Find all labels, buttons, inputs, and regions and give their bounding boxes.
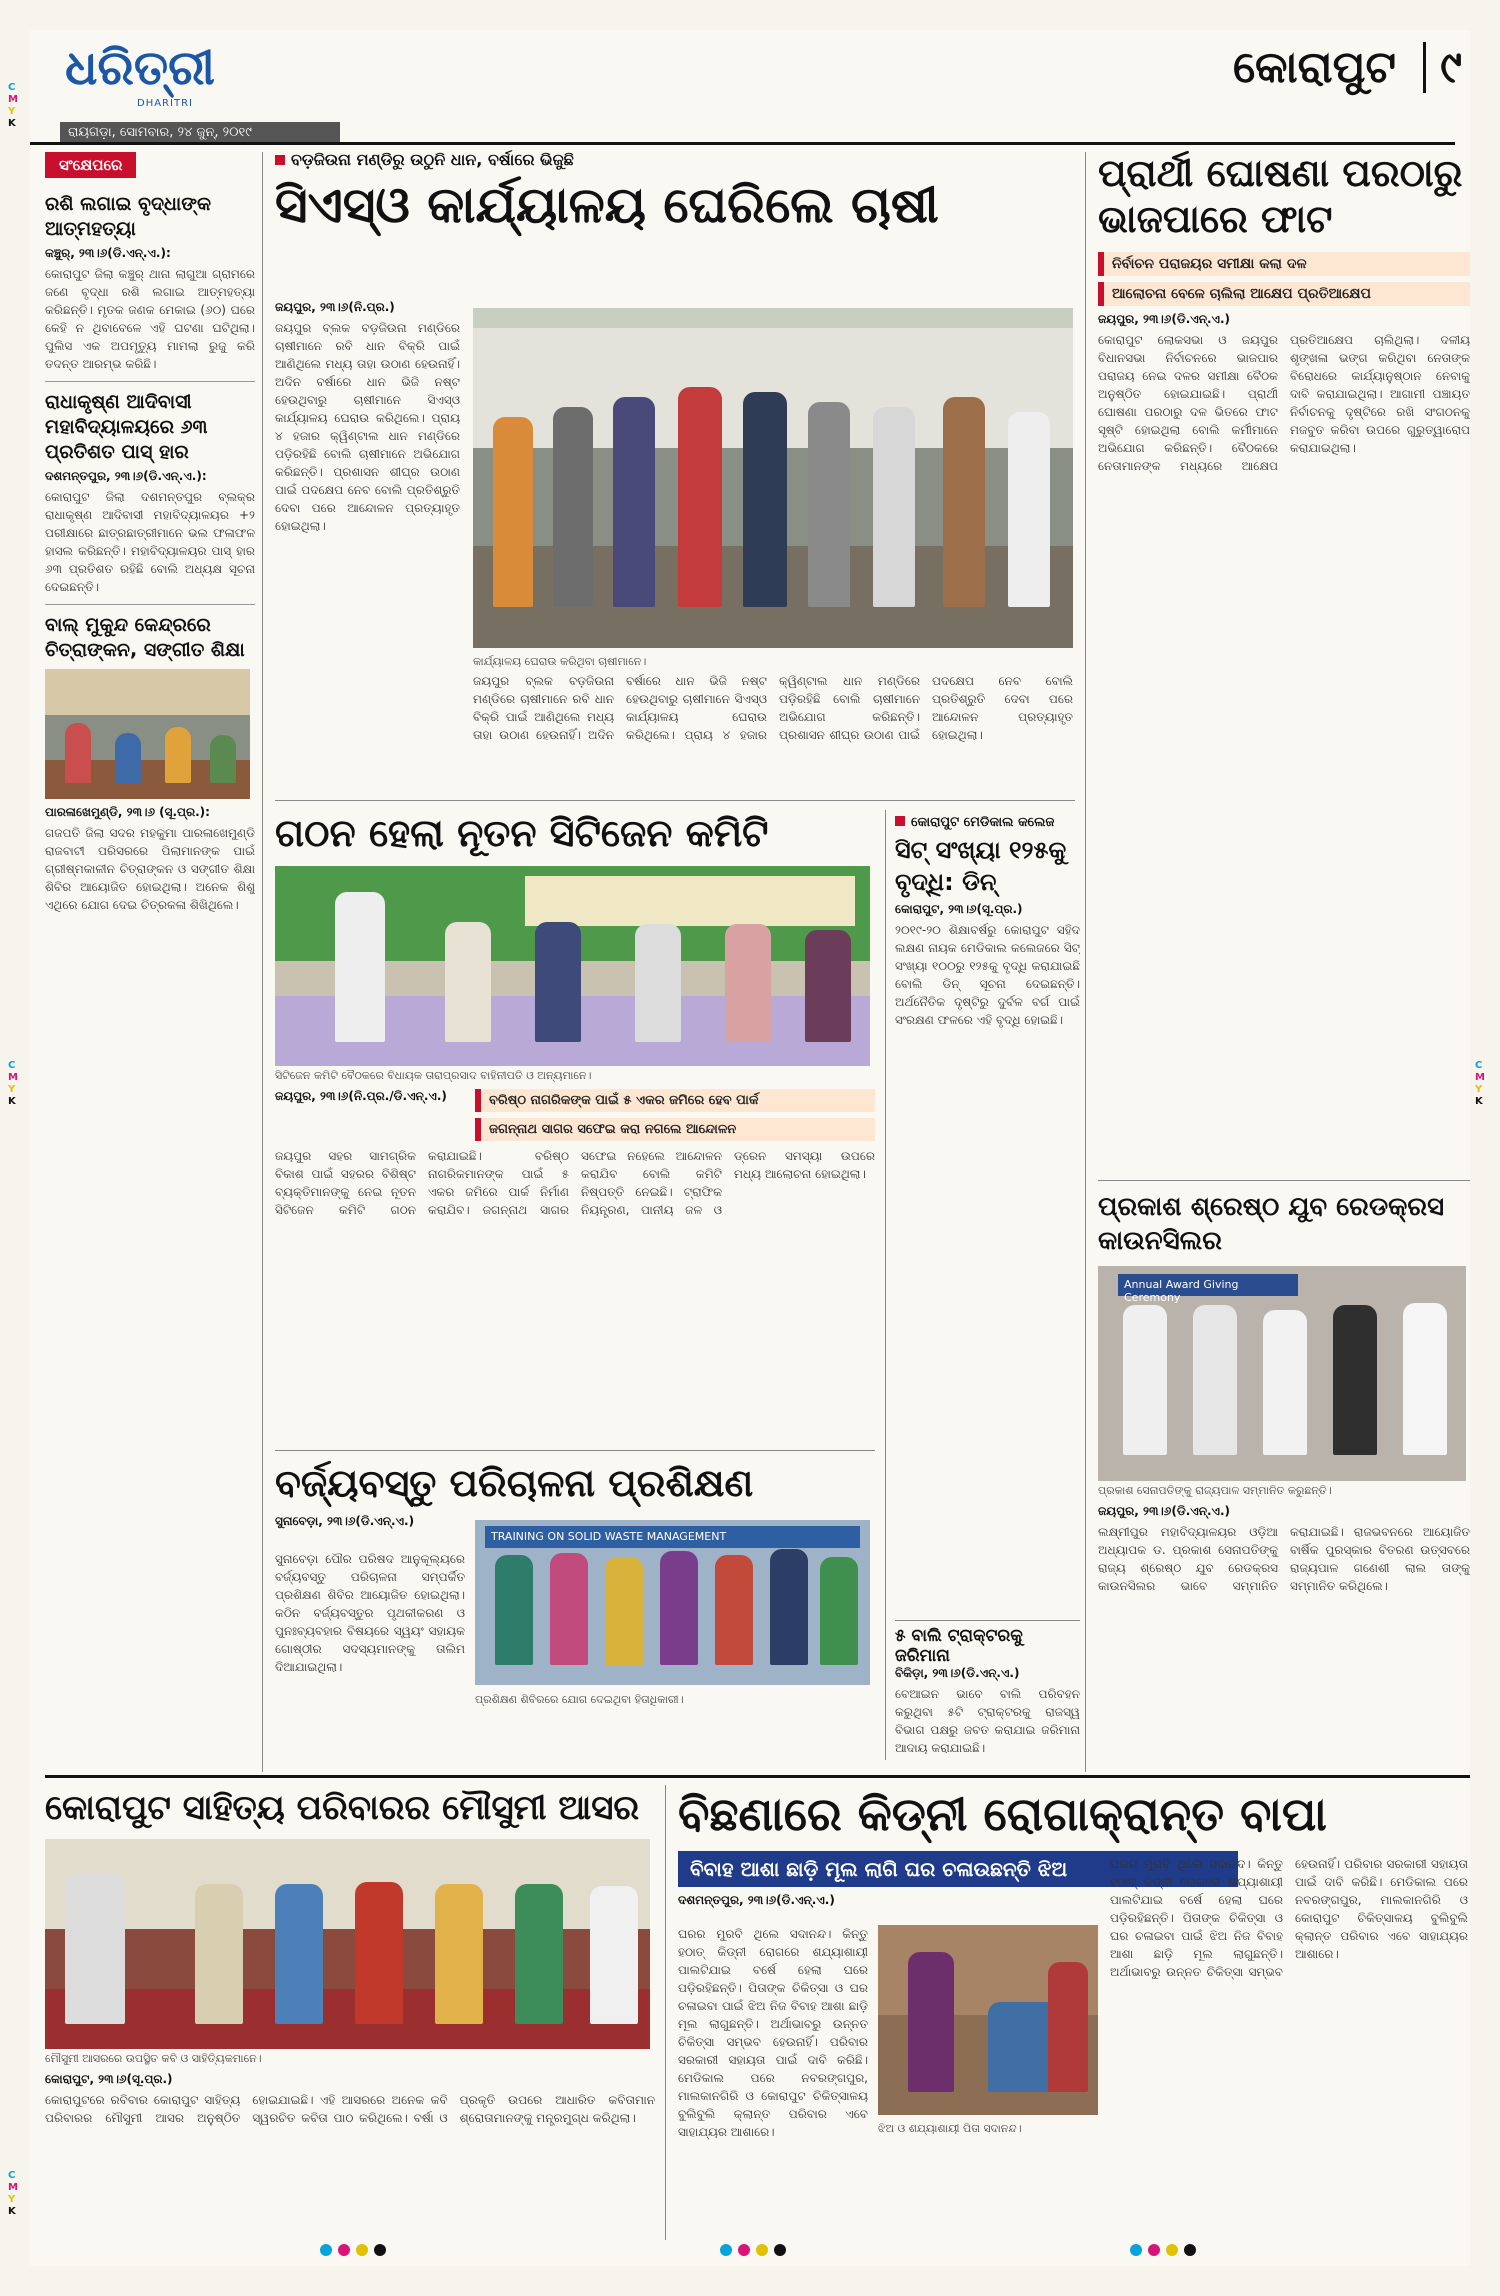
literary-headline: କୋରାପୁଟ ସାହିତ୍ୟ ପରିବାରର ମୌସୁମୀ ଆସର bbox=[45, 1788, 640, 1828]
masthead-rule bbox=[30, 142, 1455, 145]
logo-subtitle: DHARITRI bbox=[137, 98, 193, 109]
citizen-subheads bbox=[275, 1089, 875, 1147]
redcross-caption: ପ୍ରକାଶ ସେନାପତିଙ୍କୁ ରାଜ୍ୟପାଳ ସମ୍ମାନିତ କରୁଛନ୍ତି। bbox=[1098, 1484, 1332, 1497]
lead-caption: କାର୍ଯ୍ୟାଳୟ ଘେରାଉ କରିଥିବା ଚାଷୀମାନେ। bbox=[473, 655, 647, 668]
trucks-byline: ବିକିଡ଼ା, ୨୩।୬(ଡି.ଏନ୍.ଏ.) bbox=[895, 1666, 1020, 1680]
citizen-committee-story bbox=[275, 810, 875, 1440]
lead-story bbox=[275, 150, 1075, 790]
bullet-icon bbox=[275, 155, 285, 165]
column-rule bbox=[1085, 152, 1086, 1772]
waste-byline: ସୁନାବେଡ଼ା, ୨୩।୬(ଡି.ଏନ୍.ଏ.) bbox=[275, 1514, 415, 1528]
literary-text: କୋରାପୁଟରେ ରବିବାର କୋରାପୁଟ ସାହିତ୍ୟ ପରିବାରର ମୌସୁମୀ ଆସର ଅନୁଷ୍ଠିତ ହୋଇଯାଇଛି। ଏହି ଆସରରେ ଅନେକ କବି ସ୍ୱରଚିତ କବିତା ପାଠ କରିଥିଲେ। ବର୍ଷା ଓ ପ୍ରକୃତି ଉପରେ ଆଧାରିତ କବିତାମାନ ଶ୍ରୋତାମାନଙ୍କୁ ମନ୍ତ୍ରମୁଗ୍ଧ କରିଥିଲା। bbox=[45, 2093, 655, 2125]
citizen-headline: ଗଠନ ହେଲା ନୂତନ ସିଟିଜେନ କମିଟି bbox=[275, 811, 769, 855]
masthead bbox=[45, 36, 1470, 144]
redcross-story bbox=[1098, 1190, 1470, 1770]
waste-training-photo bbox=[475, 1520, 870, 1685]
citizen-committee-photo bbox=[275, 866, 870, 1066]
brief-title: ରଶି ଲଗାଇ ବୃଦ୍ଧାଙ୍କ ଆତ୍ମହତ୍ୟା bbox=[45, 193, 212, 240]
redcross-byline: ଜୟପୁର, ୨୩।୬(ଡି.ଏନ୍.ଏ.) bbox=[1098, 1504, 1231, 1518]
briefs-header: ସଂକ୍ଷେପରେ bbox=[45, 152, 136, 178]
ceremony-banner: Annual Award Giving Ceremony bbox=[1118, 1274, 1298, 1296]
print-registration-strip bbox=[30, 2236, 1470, 2266]
medical-kicker: କୋରାପୁଟ ମେଡିକାଲ କଲେଜ bbox=[895, 815, 1080, 830]
citizen-subhead: ଜଗନ୍ନାଥ ସାଗର ସଫେଇ କରା ନଗଲେ ଆନ୍ଦୋଳନ bbox=[475, 1118, 875, 1141]
bullet-icon bbox=[895, 816, 905, 826]
brief-item bbox=[45, 192, 255, 373]
newspaper-page bbox=[8, 30, 1485, 2266]
section-title: କୋରାପୁଟ bbox=[1233, 42, 1396, 93]
bjp-story bbox=[1098, 150, 1470, 1160]
column-rule bbox=[665, 1785, 666, 2240]
registration-dots bbox=[1130, 2244, 1196, 2256]
section-rule bbox=[895, 1620, 1080, 1621]
citizen-text: ଜୟପୁର ସହର ସାମଗ୍ରିକ ବିକାଶ ପାଇଁ ସହରର ବିଶିଷ୍ଟ ବ୍ୟକ୍ତିମାନଙ୍କୁ ନେଇ ନୂତନ ସିଟିଜେନ କମିଟି ଗଠନ କରାଯାଇଛି। ବରିଷ୍ଠ ନାଗରିକମାନଙ୍କ ପାଇଁ ୫ ଏକର ଜମିରେ ପାର୍କ ନିର୍ମାଣ କରାଯିବ। ଜଗନ୍ନାଥ ସାଗର ସଫେଇ ନହେଲେ ଆନ୍ଦୋଳନ କରାଯିବ ବୋଲି କମିଟି ନିଷ୍ପତ୍ତି ନେଇଛି। ଟ୍ରାଫିକ ନିୟନ୍ତ୍ରଣ, ପାନୀୟ ଜଳ ଓ ଡ୍ରେନ ସମସ୍ୟା ଉପରେ ମଧ୍ୟ ଆଲୋଚନା ହୋଇଥିଲା। bbox=[275, 1149, 875, 1217]
kidney-caption: ଝିଅ ଓ ଶଯ୍ୟାଶାୟୀ ପିତା ସଦାନନ୍ଦ। bbox=[878, 2122, 1022, 2135]
brief-byline: ପାରଳାଖେମୁଣ୍ଡି, ୨୩।୬ (ସୂ.ପ୍ର.): bbox=[45, 805, 210, 819]
brief-byline: ଦଶମନ୍ତପୁର, ୨୩।୬(ଡି.ଏନ୍.ଏ.): bbox=[45, 469, 207, 483]
section-rule bbox=[1098, 1180, 1470, 1181]
trucks-story bbox=[895, 1626, 1080, 1766]
registration-dots bbox=[720, 2244, 786, 2256]
citizen-subhead: ବରିଷ୍ଠ ନାଗରିକଙ୍କ ପାଇଁ ୫ ଏକର ଜମିରେ ହେବ ପାର୍କ bbox=[475, 1089, 875, 1112]
waste-text: ସୁନାବେଡ଼ା ପୌର ପରିଷଦ ଆନୁକୂଲ୍ୟରେ ବର୍ଜ୍ୟବସ୍ତୁ ପରିଚାଳନା ସମ୍ପର୍କିତ ପ୍ରଶିକ୍ଷଣ ଶିବିର ଆୟୋଜିତ ହୋଇଥିଲା। କଠିନ ବର୍ଜ୍ୟବସ୍ତୁର ପୃଥକୀକରଣ ଓ ପୁନଃବ୍ୟବହାର ବିଷୟରେ ସ୍ୱୟଂ ସହାୟକ ଗୋଷ୍ଠୀର ସଦସ୍ୟମାନଙ୍କୁ ତାଲିମ ଦିଆଯାଇଥିଲା। bbox=[275, 1552, 465, 1674]
cmyk-mark: C M Y K bbox=[1475, 1060, 1485, 1107]
waste-story bbox=[275, 1460, 875, 1760]
medical-headline: ସିଟ୍ ସଂଖ୍ୟା ୧୨୫କୁ ବୃଦ୍ଧି: ଡିନ୍ bbox=[895, 836, 1067, 896]
committee-banner bbox=[525, 876, 855, 926]
training-banner: TRAINING ON SOLID WASTE MANAGEMENT bbox=[485, 1526, 860, 1548]
children-painting-photo bbox=[45, 669, 250, 799]
section-rule bbox=[275, 800, 1075, 801]
kidney-text: ଘରର ମୁରବି ଥିଲେ ସଦାନନ୍ଦ। କିନ୍ତୁ ହଠାତ୍ କିଡ୍‌ନୀ ରୋଗରେ ଶଯ୍ୟାଶାୟୀ ପାଲଟିଯାଇ ବର୍ଷେ ହେଲା ଘରେ ପଡ଼ିରହିଛନ୍ତି। ପିତାଙ୍କ ଚିକିତ୍ସା ଓ ଘର ଚଳାଇବା ପାଇଁ ଝିଅ ନିଜ ବିବାହ ଆଶା ଛାଡ଼ି ମୂଲ ଲାଗୁଛନ୍ତି। ଅର୍ଥାଭାବରୁ ଉନ୍ନତ ଚିକିତ୍ସା ସମ୍ଭବ ହେଉନାହିଁ। ପରିବାର ସରକାରୀ ସହାୟତା ପାଇଁ ଦାବି କରିଛି। ମେଡିକାଲ ପରେ ନବରଙ୍ଗପୁର, ମାଲକାନଗିରି ଓ କୋରାପୁଟ ଚିକିତ୍ସାଳୟ ବୁଲିବୁଲି କ୍ଲାନ୍ତ ପରିବାର ଏବେ ସାହାଯ୍ୟର ଆଶାରେ। bbox=[678, 1927, 868, 2139]
kidney-text-continued: ଘରର ମୁରବି ଥିଲେ ସଦାନନ୍ଦ। କିନ୍ତୁ ହଠାତ୍ କିଡ୍‌ନୀ ରୋଗରେ ଶଯ୍ୟାଶାୟୀ ପାଲଟିଯାଇ ବର୍ଷେ ହେଲା ଘରେ ପଡ଼ିରହିଛନ୍ତି। ପିତାଙ୍କ ଚିକିତ୍ସା ଓ ଘର ଚଳାଇବା ପାଇଁ ଝିଅ ନିଜ ବିବାହ ଆଶା ଛାଡ଼ି ମୂଲ ଲାଗୁଛନ୍ତି। ଅର୍ଥାଭାବରୁ ଉନ୍ନତ ଚିକିତ୍ସା ସମ୍ଭବ ହେଉନାହିଁ। ପରିବାର ସରକାରୀ ସହାୟତା ପାଇଁ ଦାବି କରିଛି। ମେଡିକାଲ ପରେ ନବରଙ୍ଗପୁର, ମାଲକାନଗିରି ଓ କୋରାପୁଟ ଚିକିତ୍ସାଳୟ ବୁଲିବୁଲି କ୍ଲାନ୍ତ ପରିବାର ଏବେ ସାହାଯ୍ୟର ଆଶାରେ। bbox=[1110, 1857, 1468, 1979]
page-number: ୯ bbox=[1423, 42, 1462, 93]
literary-caption: ମୌସୁମୀ ଆସରରେ ଉପସ୍ଥିତ କବି ଓ ସାହିତ୍ୟିକମାନେ। bbox=[45, 2052, 262, 2065]
bjp-headline: ପ୍ରାର୍ଥୀ ଘୋଷଣା ପରଠାରୁ ଭାଜପାରେ ଫାଟ bbox=[1098, 151, 1463, 241]
literary-story bbox=[45, 1785, 655, 2245]
lead-kicker: ବଡ଼ଜିଉନା ମଣ୍ଡିରୁ ଉଠୁନି ଧାନ, ବର୍ଷାରେ ଭିଜୁଛି bbox=[275, 150, 1075, 170]
cmyk-mark: C M Y K bbox=[8, 82, 18, 129]
medical-text: ୨୦୧୯-୨୦ ଶିକ୍ଷାବର୍ଷରୁ କୋରାପୁଟ ସହିଦ ଲକ୍ଷଣ ନାୟକ ମେଡିକାଲ କଲେଜରେ ସିଟ୍ ସଂଖ୍ୟା ୧୦୦ରୁ ୧୨୫କୁ ବୃଦ୍ଧି କରାଯାଇଛି ବୋଲି ଡିନ୍ ସୂଚନା ଦେଇଛନ୍ତି। ଅର୍ଥନୈତିକ ଦୃଷ୍ଟିରୁ ଦୁର୍ବଳ ବର୍ଗ ପାଇଁ ସଂରକ୍ଷଣ ଫଳରେ ଏହି ବୃଦ୍ଧି ହୋଇଛି। bbox=[895, 923, 1080, 1027]
briefs-column bbox=[45, 152, 255, 1752]
kidney-banner: ବିବାହ ଆଶା ଛାଡ଼ି ମୂଲ ଲାଗି ଘର ଚଳାଉଛନ୍ତି ଝିଅ bbox=[678, 1851, 1238, 1887]
brief-title: ବାଲ୍ ମୁକୁନ୍ଦ କେନ୍ଦ୍ରରେ ଚିତ୍ରାଙ୍କନ, ସଙ୍ଗୀତ ଶିକ୍ଷା bbox=[45, 614, 245, 661]
lead-text-continued: ଜୟପୁର ବ୍ଲକ ବଡ଼ଜିଉନା ମଣ୍ଡିରେ ଚାଷୀମାନେ ରବି ଧାନ ବିକ୍ରି ପାଇଁ ଆଣିଥିଲେ ମଧ୍ୟ ତାହା ଉଠାଣ ହେଉନାହିଁ। ଅଦିନ ବର୍ଷାରେ ଧାନ ଭିଜି ନଷ୍ଟ ହେଉଥିବାରୁ ଚାଷୀମାନେ ସିଏସ୍‌ଓ କାର୍ଯ୍ୟାଳୟ ଘେରାଉ କରିଥିଲେ। ପ୍ରାୟ ୪ ହଜାର କ୍ୱିଣ୍ଟାଲ ଧାନ ମଣ୍ଡିରେ ପଡ଼ିରହିଛି ବୋଲି ଚାଷୀମାନେ ଅଭିଯୋଗ କରିଛନ୍ତି। ପ୍ରଶାସନ ଶୀଘ୍ର ଉଠାଣ ପାଇଁ ପଦକ୍ଷେପ ନେବ ବୋଲି ପ୍ରତିଶ୍ରୁତି ଦେବା ପରେ ଆନ୍ଦୋଳନ ପ୍ରତ୍ୟାହୃତ ହୋଇଥିଲା। bbox=[473, 674, 1073, 742]
brief-text: ଗଜପତି ଜିଲା ସଦର ମହକୁମା ପାରଳାଖେମୁଣ୍ଡି ରାଜବାଟୀ ପରିସରରେ ପିଲାମାନଙ୍କ ପାଇଁ ଗ୍ରୀଷ୍ମକାଳୀନ ଚିତ୍ରାଙ୍କନ ଓ ସଙ୍ଗୀତ ଶିକ୍ଷା ଶିବିର ଆୟୋଜିତ ହୋଇଥିଲା। ଅନେକ ଶିଶୁ ଏଥିରେ ଯୋଗ ଦେଇ ଚିତ୍ରକଳା ଶିଖିଥିଲେ। bbox=[45, 826, 255, 912]
literary-meet-photo bbox=[45, 1839, 650, 2049]
bjp-subhead: ନିର୍ବାଚନ ପରାଜୟର ସମୀକ୍ଷା କଲା ଦଳ bbox=[1098, 252, 1470, 276]
waste-headline: ବର୍ଜ୍ୟବସ୍ତୁ ପରିଚାଳନା ପ୍ରଶିକ୍ଷଣ bbox=[275, 1461, 754, 1505]
kidney-patient-photo bbox=[878, 1925, 1098, 2115]
newspaper-logo: ଧରିତ୍ରୀ bbox=[65, 40, 215, 96]
trucks-text: ବେଆଇନ ଭାବେ ବାଲି ପରିବହନ କରୁଥିବା ୫ଟି ଟ୍ରାକ୍ଟରକୁ ରାଜସ୍ୱ ବିଭାଗ ପକ୍ଷରୁ ଜବତ କରାଯାଇ ଜରିମାନା ଆଦାୟ କରାଯାଇଛି। bbox=[895, 1687, 1080, 1755]
brief-item bbox=[45, 613, 255, 914]
divider bbox=[45, 604, 255, 605]
medical-byline: କୋରାପୁଟ, ୨୩।୬(ସୂ.ପ୍ର.) bbox=[895, 902, 1023, 916]
kidney-byline: ଦଶମନ୍ତପୁର, ୨୩।୬(ଡି.ଏନ୍.ଏ.) bbox=[678, 1893, 835, 1907]
bjp-text: କୋରାପୁଟ ଲୋକସଭା ଓ ଜୟପୁର ବିଧାନସଭା ନିର୍ବାଚନରେ ଭାଜପାର ପରାଜୟ ନେଇ ଦଳର ସମୀକ୍ଷା ବୈଠକ ଅନୁଷ୍ଠିତ ହୋଇଯାଇଛି। ପ୍ରାର୍ଥୀ ଘୋଷଣା ପରଠାରୁ ଦଳ ଭିତରେ ଫାଟ ସୃଷ୍ଟି ହୋଇଥିଲା ବୋଲି କର୍ମୀମାନେ ଅଭିଯୋଗ କରିଛନ୍ତି। ବୈଠକରେ ନେତାମାନଙ୍କ ମଧ୍ୟରେ ଆକ୍ଷେପ ପ୍ରତିଆକ୍ଷେପ ଚାଲିଥିଲା। ଦଳୀୟ ଶୃଙ୍ଖଳା ଭଙ୍ଗ କରିଥିବା ନେତାଙ୍କ ବିରୋଧରେ କାର୍ଯ୍ୟାନୁଷ୍ଠାନ ନେବାକୁ ଦାବି କରାଯାଇଥିଲା। ଆଗାମୀ ପଞ୍ଚାୟତ ନିର୍ବାଚନକୁ ଦୃଷ୍ଟିରେ ରଖି ସଂଗଠନକୁ ମଜବୁତ କରିବା ଉପରେ ଗୁରୁତ୍ୱାରୋପ କରାଯାଇଥିଲା। bbox=[1098, 333, 1470, 473]
waste-caption: ପ୍ରଶିକ୍ଷଣ ଶିବିରରେ ଯୋଗ ଦେଇଥିବା ହିତାଧିକାରୀ। bbox=[475, 1693, 684, 1706]
literary-byline: କୋରାପୁଟ, ୨୩।୬(ସୂ.ପ୍ର.) bbox=[45, 2072, 173, 2086]
redcross-text: ଲକ୍ଷ୍ମୀପୁର ମହାବିଦ୍ୟାଳୟର ଓଡ଼ିଆ ଅଧ୍ୟାପକ ଡ. ପ୍ରକାଶ ସେନାପତିଙ୍କୁ ରାଜ୍ୟ ଶ୍ରେଷ୍ଠ ଯୁବ ରେଡକ୍ରସ କାଉନସିଲର ଭାବେ ସମ୍ମାନିତ କରାଯାଇଛି। ରାଜଭବନରେ ଆୟୋଜିତ ବାର୍ଷିକ ପୁରସ୍କାର ବିତରଣ ଉତ୍ସବରେ ରାଜ୍ୟପାଳ ଗଣେଶୀ ଲାଲ ତାଙ୍କୁ ସମ୍ମାନିତ କରିଥିଲେ। bbox=[1098, 1525, 1470, 1593]
medical-story bbox=[895, 815, 1080, 1615]
cmyk-mark: C M Y K bbox=[8, 1060, 18, 1107]
column-rule bbox=[262, 152, 263, 1772]
registration-dots bbox=[320, 2244, 386, 2256]
citizen-byline: ଜୟପୁର, ୨୩।୬(ନି.ପ୍ର./ଡି.ଏନ୍.ଏ.) bbox=[275, 1089, 447, 1103]
brief-byline: କଞ୍ଚୁର୍, ୨୩।୬(ଡି.ଏନ୍.ଏ.): bbox=[45, 246, 171, 260]
kidney-headline: ବିଛଣାରେ କିଡ୍‌ନୀ ରୋଗାକ୍ରାନ୍ତ ବାପା bbox=[678, 1787, 1327, 1841]
lead-text: ଜୟପୁର ବ୍ଲକ ବଡ଼ଜିଉନା ମଣ୍ଡିରେ ଚାଷୀମାନେ ରବି ଧାନ ବିକ୍ରି ପାଇଁ ଆଣିଥିଲେ ମଧ୍ୟ ତାହା ଉଠାଣ ହେଉନାହିଁ। ଅଦିନ ବର୍ଷାରେ ଧାନ ଭିଜି ନଷ୍ଟ ହେଉଥିବାରୁ ଚାଷୀମାନେ ସିଏସ୍‌ଓ କାର୍ଯ୍ୟାଳୟ ଘେରାଉ କରିଥିଲେ। ପ୍ରାୟ ୪ ହଜାର କ୍ୱିଣ୍ଟାଲ ଧାନ ମଣ୍ଡିରେ ପଡ଼ିରହିଛି ବୋଲି ଚାଷୀମାନେ ଅଭିଯୋଗ କରିଛନ୍ତି। ପ୍ରଶାସନ ଶୀଘ୍ର ଉଠାଣ ପାଇଁ ପଦକ୍ଷେପ ନେବ ବୋଲି ପ୍ରତିଶ୍ରୁତି ଦେବା ପରେ ଆନ୍ଦୋଳନ ପ୍ରତ୍ୟାହୃତ ହୋଇଥିଲା। bbox=[275, 321, 460, 533]
column-rule bbox=[885, 810, 886, 1760]
lead-byline: ଜୟପୁର, ୨୩।୬(ନି.ପ୍ର.) bbox=[275, 300, 395, 314]
bjp-byline: ଜୟପୁର, ୨୩।୬(ଡି.ଏନ୍.ଏ.) bbox=[1098, 312, 1231, 326]
brief-item bbox=[45, 390, 255, 596]
cmyk-mark: C M Y K bbox=[8, 2170, 18, 2217]
lead-headline: ସିଏସ୍‌ଓ କାର୍ଯ୍ୟାଳୟ ଘେରିଲେ ଚାଷୀ bbox=[275, 176, 939, 234]
section-rule bbox=[275, 1450, 875, 1451]
brief-title: ରାଧାକୃଷ୍ଣ ଆଦିବାସୀ ମହାବିଦ୍ୟାଳୟରେ ୬୩ ପ୍ରତିଶତ ପାସ୍ ହାର bbox=[45, 391, 208, 463]
bjp-subhead: ଆଲୋଚନା ବେଳେ ଚାଲିଲା ଆକ୍ଷେପ ପ୍ରତିଆକ୍ଷେପ bbox=[1098, 282, 1470, 306]
brief-text: କୋରାପୁଟ ଜିଲା ଦଶମନ୍ତପୁର ବ୍ଲକ୍‌ର ରାଧାକୃଷ୍ଣ ଆଦିବାସୀ ମହାବିଦ୍ୟାଳୟର +୨ ପରୀକ୍ଷାରେ ଛାତ୍ରଛାତ୍ରୀମାନେ ଭଲ ଫଳାଫଳ ହାସଲ କରିଛନ୍ତି। ମହାବିଦ୍ୟାଳୟର ପାସ୍ ହାର ୬୩ ପ୍ରତିଶତ ରହିଛି ବୋଲି ଅଧ୍ୟକ୍ଷ ସୂଚନା ଦେଇଛନ୍ତି। bbox=[45, 490, 255, 594]
award-ceremony-photo bbox=[1098, 1266, 1466, 1481]
brief-text: କୋରାପୁଟ ଜିଲା କଞ୍ଚୁର୍ ଥାନା ଲାଗୁଆ ଗ୍ରାମରେ ଜଣେ ବୃଦ୍ଧା ରଶି ଲଗାଇ ଆତ୍ମହତ୍ୟା କରିଛନ୍ତି। ମୃତକ ଜଣକ ମେକାଇ (୬୦) ଘରେ କେହି ନ ଥିବାବେଳେ ଏହି ଘଟଣା ଘଟିଥିଲା। ପୁଲିସ ଏକ ଅପମୃତ୍ୟୁ ମାମଲା ରୁଜୁ କରି ତଦନ୍ତ ଆରମ୍ଭ କରିଛି। bbox=[45, 267, 255, 371]
farmers-protest-photo bbox=[473, 308, 1073, 648]
lead-text-column bbox=[275, 300, 460, 789]
bottom-section-rule bbox=[45, 1775, 1470, 1778]
divider bbox=[45, 381, 255, 382]
citizen-caption: ସିଟିଜେନ କମିଟି ବୈଠକରେ ବିଧାୟକ ତାରାପ୍ରସାଦ ବାହିନୀପତି ଓ ଅନ୍ୟମାନେ। bbox=[275, 1069, 592, 1082]
redcross-headline: ପ୍ରକାଶ ଶ୍ରେଷ୍ଠ ଯୁବ ରେଡକ୍ରସ କାଉନସିଲର bbox=[1098, 1192, 1445, 1256]
dateline: ରାୟଗଡ଼ା, ସୋମବାର, ୨୪ ଜୁନ୍, ୨୦୧୯ bbox=[60, 122, 340, 144]
trucks-headline: ୫ ବାଲି ଟ୍ରାକ୍ଟରକୁ ଜରିମାନା bbox=[895, 1626, 1023, 1666]
kidney-story bbox=[678, 1785, 1470, 2245]
